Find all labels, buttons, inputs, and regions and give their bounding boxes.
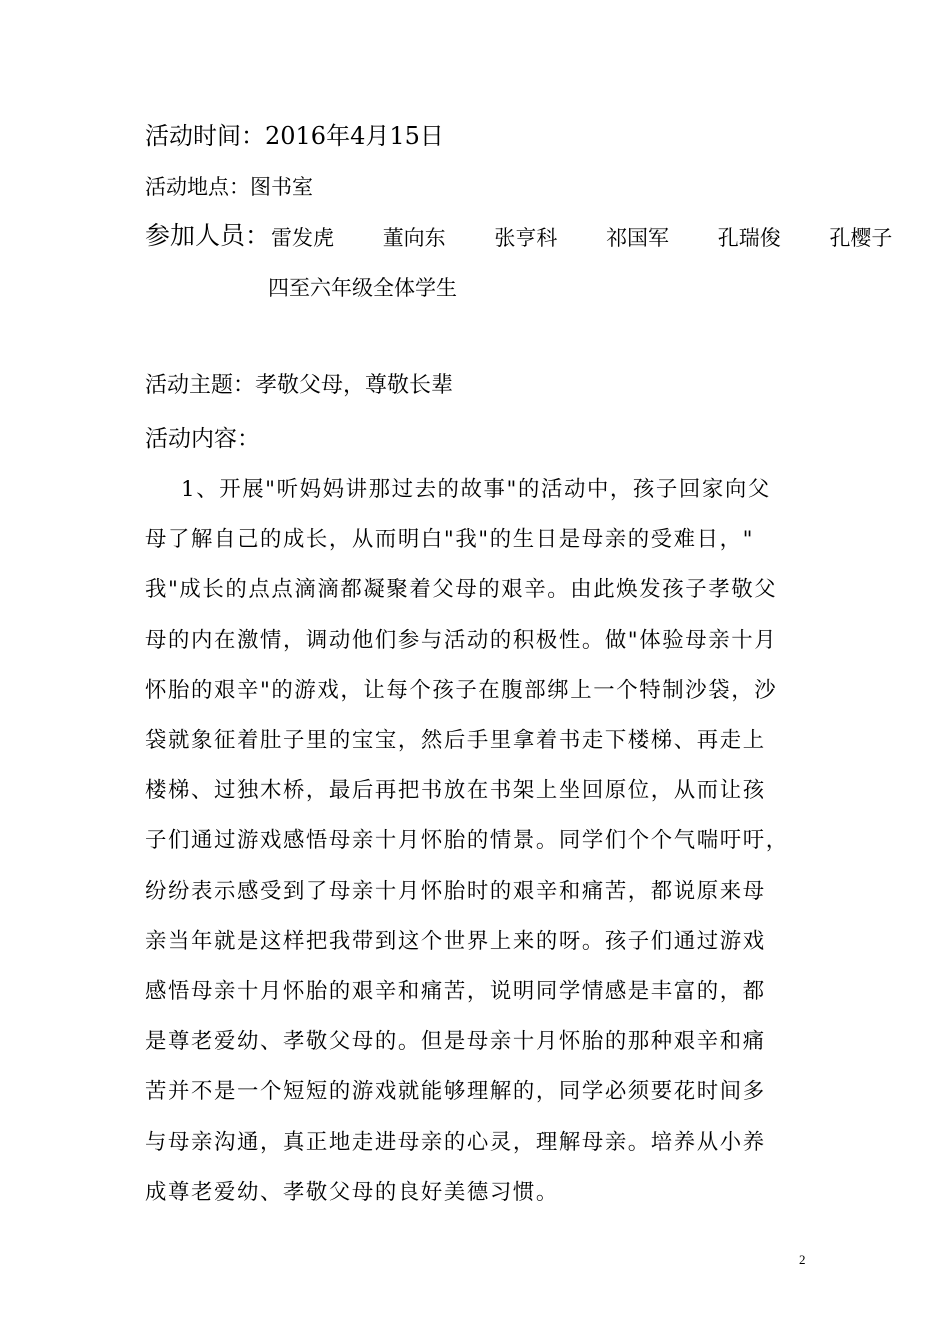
participant-name: 雷发虎 (271, 226, 334, 250)
participants-group: 四至六年级全体学生 (268, 276, 457, 300)
paragraph-line: 怀胎的艰辛"的游戏，让每个孩子在腹部绑上一个特制沙袋，沙 (145, 677, 778, 703)
paragraph-line: 母了解自己的成长，从而明白"我"的生日是母亲的受难日，" (145, 527, 755, 553)
activity-theme: 活动主题：孝敬父母，尊敬长辈 (145, 373, 454, 398)
activity-place: 活动地点：图书室 (145, 175, 313, 199)
activity-content-paragraph (145, 465, 805, 1218)
participant-name: 董向东 (382, 226, 446, 250)
paragraph-line: 我"成长的点点滴滴都凝聚着父母的艰辛。由此焕发孩子孝敬父 (145, 577, 778, 603)
participants-label: 参加人员： (145, 221, 271, 250)
paragraph-line: 纷纷表示感受到了母亲十月怀胎时的艰辛和痛苦，都说原来母 (145, 878, 766, 904)
paragraph-line: 亲当年就是这样把我带到这个世界上来的呀。孩子们通过游戏 (145, 928, 766, 954)
paragraph-line: 感悟母亲十月怀胎的艰辛和痛苦，说明同学情感是丰富的，都 (145, 979, 766, 1005)
paragraph-line: 母的内在激情，调动他们参与活动的积极性。做"体验母亲十月 (145, 627, 778, 653)
paragraph-line: 楼梯、过独木桥，最后再把书放在书架上坐回原位，从而让孩 (145, 778, 766, 804)
participant-name: 祁国军 (606, 226, 670, 250)
paragraph-line: 苦并不是一个短短的游戏就能够理解的，同学必须要花时间多 (145, 1079, 766, 1105)
paragraph-line: 袋就象征着肚子里的宝宝，然后手里拿着书走下楼梯、再走上 (145, 728, 766, 754)
participant-name: 张亨科 (494, 226, 558, 250)
activity-content-label: 活动内容： (145, 426, 260, 452)
page-number: 2 (799, 1252, 806, 1267)
participants-names (271, 222, 914, 252)
participant-name: 孔瑞俊 (717, 226, 781, 250)
paragraph-line: 与母亲沟通，真正地走进母亲的心灵，理解母亲。培养从小养 (145, 1129, 766, 1155)
activity-time: 活动时间：2016年4月15日 (145, 122, 444, 150)
paragraph-line: 成尊老爱幼、孝敬父母的良好美德习惯。 (145, 1179, 559, 1205)
paragraph-line: 子们通过游戏感悟母亲十月怀胎的情景。同学们个个气喘吁吁， (145, 828, 789, 854)
paragraph-line: 是尊老爱幼、孝敬父母的。但是母亲十月怀胎的那种艰辛和痛 (145, 1029, 766, 1055)
paragraph-line: 1、开展"听妈妈讲那过去的故事"的活动中，孩子回家向父 (181, 477, 771, 502)
participant-name: 孔樱子 (829, 226, 893, 250)
